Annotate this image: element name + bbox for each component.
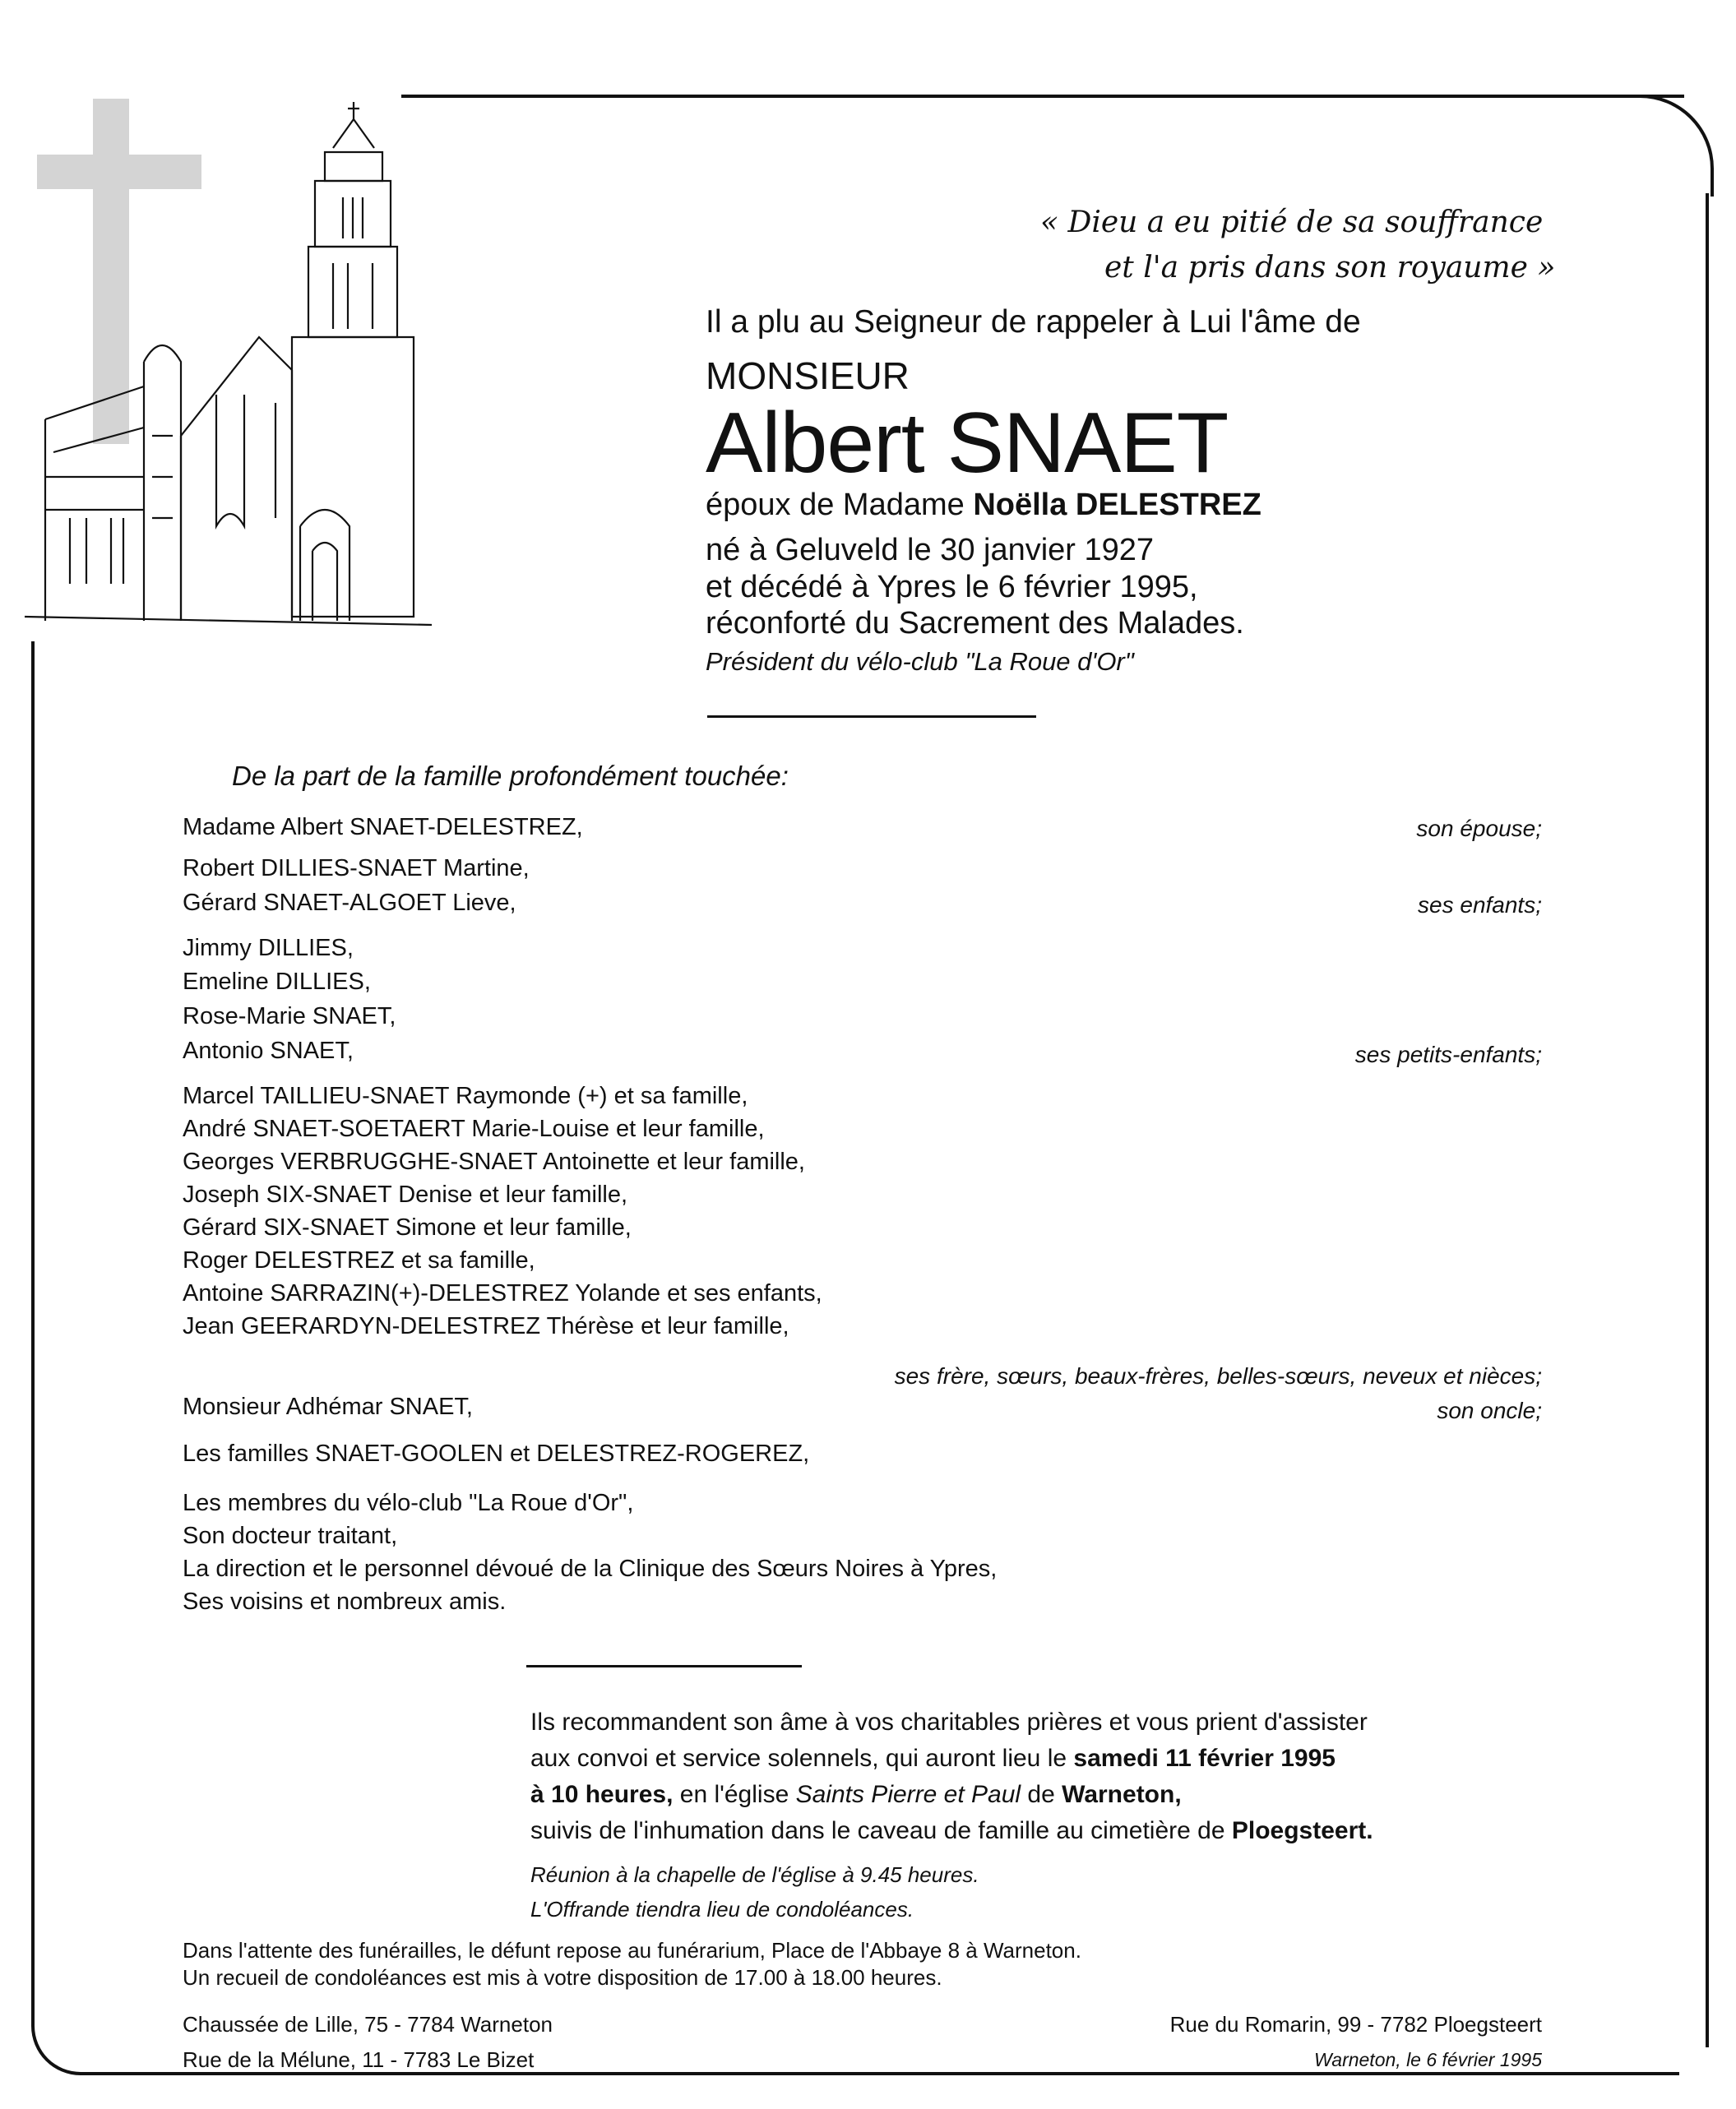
service-line-1: Ils recommandent son âme à vos charitables prières et vous prient d'assister xyxy=(530,1709,1368,1736)
family-member: Georges VERBRUGGHE-SNAET Antoinette et leur famille, xyxy=(183,1149,805,1175)
divider-2 xyxy=(526,1665,802,1667)
family-relation: son oncle; xyxy=(1437,1398,1542,1423)
family-relation: ses frère, sœurs, beaux-frères, belles-sœurs, neveux et nièces; xyxy=(894,1363,1542,1389)
service-text: en l'église xyxy=(673,1781,796,1808)
family-member: Madame Albert SNAET-DELESTREZ, xyxy=(183,814,583,840)
service-text: de xyxy=(1021,1781,1062,1808)
family-member: Robert DILLIES-SNAET Martine, xyxy=(183,855,530,881)
spouse-name: Noëlla DELESTREZ xyxy=(973,488,1261,522)
offering-note: L'Offrande tiendra lieu de condoléances. xyxy=(530,1897,914,1922)
frame-right-border xyxy=(1706,193,1709,2047)
sacrament-line: réconforté du Sacrement des Malades. xyxy=(706,606,1244,641)
family-member: Monsieur Adhémar SNAET, xyxy=(183,1394,473,1420)
service-line-2 xyxy=(530,1745,1336,1773)
family-member: Jimmy DILLIES, xyxy=(183,935,354,961)
frame-right-corner xyxy=(1620,95,1714,197)
service-line-3 xyxy=(530,1781,1182,1809)
church-illustration xyxy=(21,90,456,633)
family-member: Les familles SNAET-GOOLEN et DELESTREZ-ROGEREZ, xyxy=(183,1441,810,1467)
spouse-line xyxy=(706,488,1261,523)
service-line-4 xyxy=(530,1817,1373,1845)
family-member: Antoine SARRAZIN(+)-DELESTREZ Yolande et ses enfants, xyxy=(183,1280,822,1307)
cemetery-town: Ploegsteert. xyxy=(1231,1817,1373,1844)
place-date: Warneton, le 6 février 1995 xyxy=(1313,2049,1542,2070)
quote-line-2: et l'a pris dans son royaume » xyxy=(1104,251,1556,284)
family-member: Ses voisins et nombreux amis. xyxy=(183,1589,507,1615)
family-relation: son épouse; xyxy=(1416,816,1542,841)
address-3: Rue du Romarin, 99 - 7782 Ploegsteert xyxy=(1169,2012,1542,2037)
address-1: Chaussée de Lille, 75 - 7784 Warneton xyxy=(183,2012,553,2037)
divider-1 xyxy=(707,715,1036,718)
spouse-prefix: époux de Madame xyxy=(706,488,974,522)
family-member: Les membres du vélo-club "La Roue d'Or", xyxy=(183,1490,634,1516)
family-member: Rose-Marie SNAET, xyxy=(183,1003,396,1029)
service-town: Warneton, xyxy=(1062,1781,1182,1808)
frame-top-border xyxy=(401,95,1684,98)
meeting-note: Réunion à la chapelle de l'église à 9.45 heures. xyxy=(530,1862,979,1887)
family-member: Marcel TAILLIEU-SNAET Raymonde (+) et sa famille, xyxy=(183,1083,748,1109)
family-member: Gérard SNAET-ALGOET Lieve, xyxy=(183,890,516,916)
service-text: aux convoi et service solennels, qui auront lieu le xyxy=(530,1745,1074,1772)
family-member: Jean GEERARDYN-DELESTREZ Thérèse et leur famille, xyxy=(183,1313,789,1339)
family-member: La direction et le personnel dévoué de la Clinique des Sœurs Noires à Ypres, xyxy=(183,1556,998,1582)
service-date: samedi 11 février 1995 xyxy=(1073,1745,1336,1772)
funerarium-line-2: Un recueil de condoléances est mis à votre disposition de 17.00 à 18.00 heures. xyxy=(183,1965,942,1990)
announcement-intro: Il a plu au Seigneur de rappeler à Lui l'âme de xyxy=(706,304,1361,340)
deceased-name: Albert SNAET xyxy=(706,395,1229,491)
family-member: Emeline DILLIES, xyxy=(183,969,371,995)
role-line: Président du vélo-club "La Roue d'Or" xyxy=(706,647,1134,676)
family-member: Roger DELESTREZ et sa famille, xyxy=(183,1247,535,1274)
family-member: André SNAET-SOETAERT Marie-Louise et leur famille, xyxy=(183,1116,765,1142)
birth-line: né à Geluveld le 30 janvier 1927 xyxy=(706,533,1155,567)
service-time: à 10 heures, xyxy=(530,1781,674,1808)
family-member: Joseph SIX-SNAET Denise et leur famille, xyxy=(183,1182,628,1208)
family-member: Gérard SIX-SNAET Simone et leur famille, xyxy=(183,1214,632,1241)
service-text: suivis de l'inhumation dans le caveau de famille au cimetière de xyxy=(530,1817,1232,1844)
deceased-title: MONSIEUR xyxy=(706,354,910,397)
funerarium-line-1: Dans l'attente des funérailles, le défunt repose au funérarium, Place de l'Abbaye 8 à Warneton. xyxy=(183,1938,1081,1963)
family-relation: ses petits-enfants; xyxy=(1354,1042,1542,1067)
family-relation: ses enfants; xyxy=(1418,892,1542,918)
family-member: Antonio SNAET, xyxy=(183,1038,354,1064)
death-line: et décédé à Ypres le 6 février 1995, xyxy=(706,570,1198,604)
church-name: Saints Pierre et Paul xyxy=(795,1781,1021,1808)
frame-left-border xyxy=(31,641,35,2023)
family-member: Son docteur traitant, xyxy=(183,1523,398,1549)
address-2: Rue de la Mélune, 11 - 7783 Le Bizet xyxy=(183,2047,535,2072)
quote-line-1: « Dieu a eu pitié de sa souffrance xyxy=(1040,206,1544,239)
family-intro: De la part de la famille profondément touchée: xyxy=(232,761,789,791)
